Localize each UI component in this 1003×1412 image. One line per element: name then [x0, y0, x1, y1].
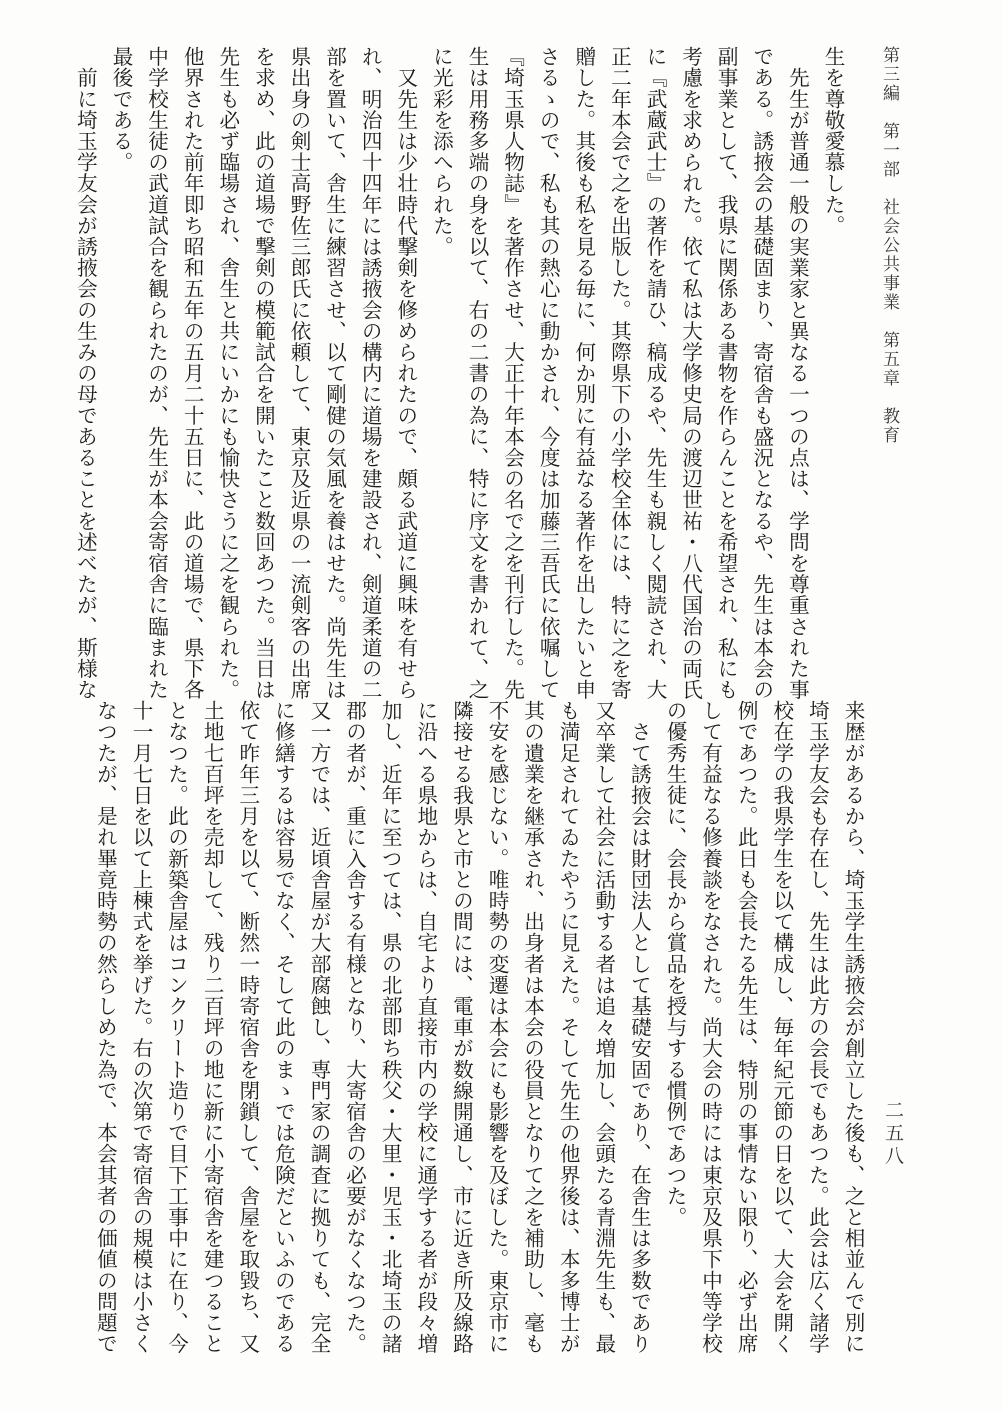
text-line: 『埼玉県人物誌』を著作させ、大正十年本会の名で之を刊行した。先 — [500, 46, 525, 701]
text-line: さるゝので、私も其の熱心に動かされ、今度は加藤三吾氏に依嘱して — [536, 46, 561, 701]
text-line: 前に埼玉学友会が誘掖会の生みの母であることを述べたが、斯様な — [73, 46, 98, 701]
text-line: 隣接せる我県と市との間には、電車が数線開通し、市に近き所及線路 — [449, 700, 474, 1355]
text-line: 依て昨年三月を以て、断然一時寄宿舎を閉鎖して、舎屋を取毀ち、又 — [235, 700, 260, 1355]
text-line: の優秀生徒に、会長から賞品を授与する慣例であつた。 — [663, 700, 687, 1228]
text-line: 土地七百坪を売却して、残り二百坪の地に新に小寄宿舎を建つること — [200, 700, 225, 1355]
upper-text-block — [60, 46, 850, 701]
text-line: に『武蔵武士』の著作を請ひ、稿成るや、先生も親しく閲読され、大 — [643, 46, 667, 701]
text-line: 埼玉学友会も存在し、先生は此方の会長でもあつた。此会は広く諸学 — [805, 700, 830, 1355]
text-line: に修繕するは容易でなく、そして此のまゝでは危険だといふのである — [271, 700, 296, 1355]
text-line: 県出身の剣士高野佐三郎氏に依頼して、東京及近県の一流剣客の出席 — [287, 46, 311, 701]
text-line: 部を置いて、舎生に練習させ、以て剛健の気風を養はせた。尚先生は — [322, 46, 347, 701]
text-line: 十一月七日を以て上棟式を挙げた。右の次第で寄宿舎の規模は小さく — [129, 700, 153, 1355]
text-line: 副事業として、我県に関係ある書物を作らんことを希望され、私にも — [714, 46, 739, 701]
text-line: 又卒業して社会に活動する者は追々増加し、会頭たる青淵先生も、最 — [591, 700, 616, 1355]
text-line: となつた。此の新築舎屋はコンクリート造りで目下工事中に在り、今 — [164, 700, 189, 1355]
text-line: に沿へる県地からは、自宅より直接市内の学校に通学する者が段々増 — [413, 700, 438, 1355]
text-line: なつたが、是れ畢竟時勢の然らしめた為で、本会其者の価値の問題で — [93, 700, 118, 1355]
text-line: 先生も必ず臨場され、舎生と共にいかにも愉快さうに之を観られた。 — [215, 46, 240, 701]
text-line: 生は用務多端の身を以て、右の二書の為に、特に序文を書かれて、之 — [465, 46, 489, 701]
text-line: 又先生は少壮時代撃剣を修められたので、頗る武道に興味を有せら — [393, 46, 418, 701]
running-head: 第三編 第一部 社会公共事業 第五章 教育 — [879, 46, 899, 445]
text-line: 正二年本会で之を出版した。其際県下の小学校全体には、特に之を寄 — [607, 46, 632, 701]
text-line: 生を尊敬愛慕した。 — [821, 46, 845, 236]
text-line: 贈した。其後も私を見る毎に、何か別に有益なる著作を出したいと申 — [571, 46, 596, 701]
text-line: である。誘掖会の基礎固まり、寄宿舎も盛況となるや、先生は本会の — [749, 46, 774, 701]
text-line: 又一方では、近頃舎屋が大部腐蝕し、専門家の調査に拠りても、完全 — [307, 700, 331, 1355]
text-line: に光彩を添へられた。 — [429, 46, 454, 257]
text-line: 中学校生徒の武道試合を観られたのが、先生が本会寄宿舎に臨まれた — [144, 46, 169, 701]
text-line: 先生が普通一般の実業家と異なる一つの点は、学問を尊重された事 — [785, 46, 810, 701]
text-line: も満足されてゐたやうに見えた。そして先生の他界後は、本多博士が — [556, 700, 581, 1355]
text-line: 不安を感じない。唯時勢の変遷は本会にも影響を及ぼした。東京市に — [485, 700, 509, 1355]
text-line: 郡の者が、重に入舎する有様となり、大寄宿舎の必要がなくなつた。 — [342, 700, 367, 1355]
text-line: 其の遺業を継承され、出身者は本会の役員となりて之を補助し、毫も — [520, 700, 545, 1355]
text-line: 校在学の我県学生を以て構成し、毎年紀元節の日を以て、大会を開く — [769, 700, 794, 1355]
text-line: 他界された前年即ち昭和五年の五月二十五日に、此の道場で、県下各 — [180, 46, 205, 701]
text-line: 来歴があるから、埼玉学生誘掖会が創立した後も、之と相並んで別に — [841, 700, 865, 1355]
lower-text-block — [60, 700, 870, 1360]
text-line: れ、明治四十四年には誘掖会の構内に道場を建設され、剣道柔道の二 — [358, 46, 383, 701]
text-line: を求め、此の道場で撃剣の模範試合を開いたこと数回あつた。当日は — [251, 46, 276, 701]
text-line: 最後である。 — [109, 46, 133, 173]
text-line: 例であつた。此日も会長たる先生は、特別の事情ない限り、必ず出席 — [734, 700, 759, 1355]
text-line: して有益なる修養談をなされた。尚大会の時には東京及県下中等学校 — [698, 700, 723, 1355]
text-line: 考慮を求められた。依て私は大学修史局の渡辺世祐・八代国治の両氏 — [678, 46, 703, 701]
page-number: 二五八 — [882, 1100, 904, 1169]
text-line: さて誘掖会は財団法人として基礎安固であり、在舎生は多数であり — [627, 700, 652, 1355]
text-line: 加し、近年に至つては、県の北部即ち秩父・大里・児玉・北埼玉の諸 — [378, 700, 403, 1355]
